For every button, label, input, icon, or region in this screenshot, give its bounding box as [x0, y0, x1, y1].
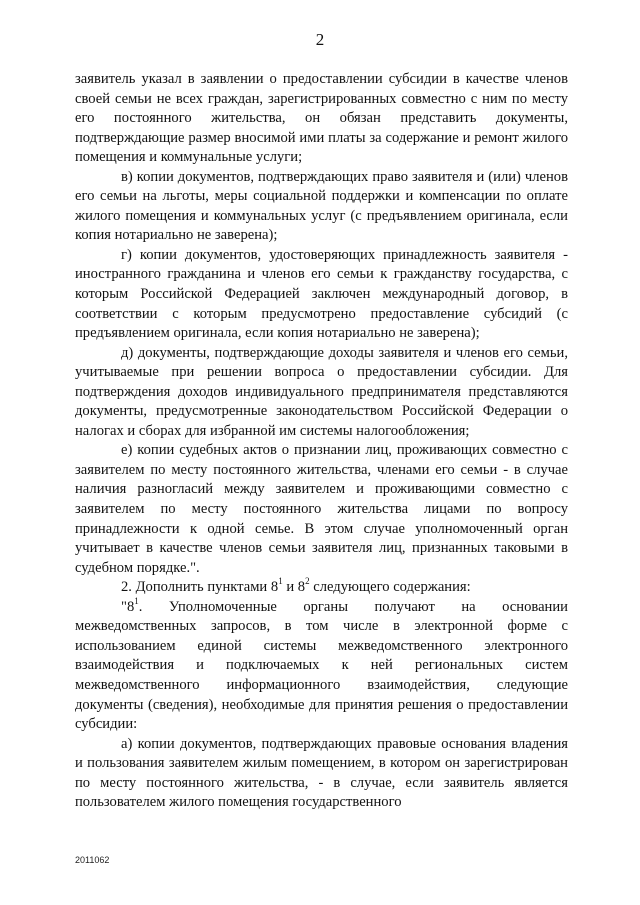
superscript-2: 2 — [305, 576, 310, 587]
amendment-text-mid: и 8 — [282, 579, 306, 596]
paragraph-item-v: в) копии документов, подтверждающих право заявителя и (или) членов его семьи на льготы, меры социальной поддержки и компенсации по оплате жилого помещения и коммунальных услуг (с предъявлением оригинала, если копия нотариально не заверена); — [75, 168, 568, 244]
paragraph-clause-8-1 — [75, 595, 568, 735]
paragraph-item-d: д) документы, подтверждающие доходы заявителя и членов его семьи, учитываемые при решении вопроса о предоставлении субсидии. Для подтверждения доходов индивидуального предпринимателя представляются документы, предусмотренные законодательством Российской Федерации о налогах и сборах для избранной им системы налогообложения; — [75, 344, 568, 439]
amendment-text-post: следующего содержания: — [309, 579, 471, 596]
document-body — [75, 70, 568, 813]
paragraph-item-e: е) копии судебных актов о признании лиц, проживающих совместно с заявителем по месту постоянного жительства, членами его семьи - в случае наличия разногласий между заявителем и проживающими совместно с заявителем по месту постоянного жительства лицами по вопросу принадлежности к одной семье. В этом случае уполномоченный орган учитывает в качестве членов семьи заявителя лиц, признанных таковыми в судебном порядке.". — [75, 442, 568, 576]
paragraph-item-a: а) копии документов, подтверждающих правовые основания владения и пользования заявителем жилым помещением, в котором он зарегистрирован по месту постоянного жительства, - в случае, если заявитель является пользователем жилого помещения государственного — [75, 735, 568, 811]
footer-document-code: 2011062 — [75, 855, 110, 865]
amendment-text-pre: 2. Дополнить пунктами 8 — [121, 579, 279, 596]
paragraph-continuation: заявитель указал в заявлении о предоставлении субсидии в качестве членов своей семьи не всех граждан, зарегистрированных совместно с ним по месту его постоянного жительства, он обязан представить документы, подтверждающие размер вносимой ими платы за содержание и ремонт жилого помещения и коммунальные услуги; — [75, 71, 568, 166]
clause-text-post: . Уполномоченные органы получают на основании межведомственных запросов, в том числе в электронной форме с использованием единой системы межведомственного электронного взаимодействия и подключаемых к ней региональных систем межведомственного информационного взаимодействия, следующие документы (сведения), необходимые для принятия решения о предоставлении субсидии: — [75, 598, 568, 733]
paragraph-amendment-2 — [75, 578, 568, 598]
paragraph-item-g: г) копии документов, удостоверяющих принадлежность заявителя - иностранного гражданина и членов его семьи к гражданству государства, с которым Российской Федерацией заключен международный договор, в соответствии с которым предусмотрено предоставление субсидий (с предъявлением оригинала, если копия нотариально не заверена); — [75, 246, 568, 342]
clause-text-pre: "8 — [121, 598, 135, 615]
page-number: 2 — [315, 30, 325, 49]
superscript-1: 1 — [278, 576, 283, 587]
superscript-1: 1 — [134, 595, 139, 606]
